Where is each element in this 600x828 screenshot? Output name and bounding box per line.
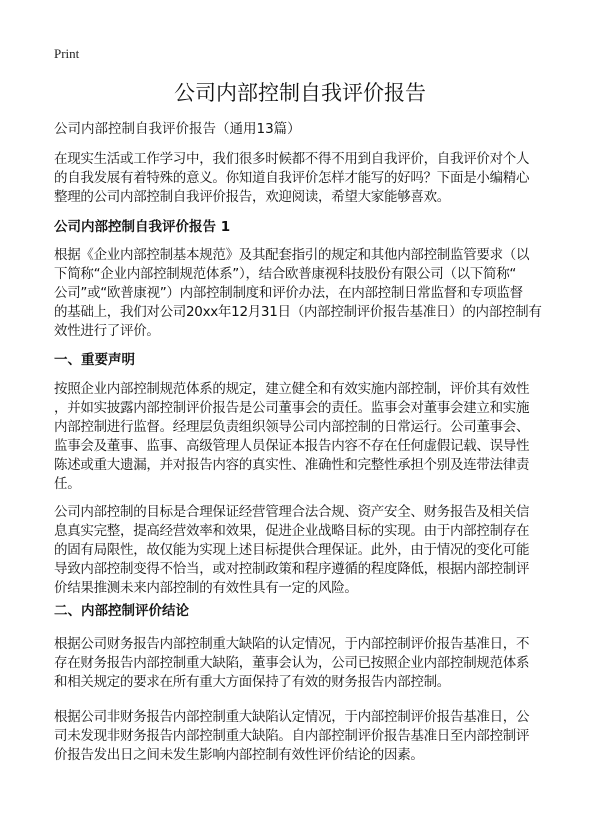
- text-line: 息真实完整，提高经营效率和效果，促进企业战略目标的实现。由于内部控制存在: [54, 523, 530, 539]
- page-title: 公司内部控制自我评价报告: [174, 81, 426, 105]
- heading-important-statement: 一、重要声明: [54, 352, 135, 368]
- text-line: 监事会及董事、监事、高级管理人员保证本报告内容不存在任何虚假记载、误导性: [54, 438, 530, 454]
- text-line: 整理的公司内部控制自我评价报告，欢迎阅读，希望大家能够喜欢。: [54, 189, 450, 205]
- text-line: 公司”或“欧普康视”）内部控制制度和评价办法，在内部控制日常监督和专项监督: [54, 285, 523, 301]
- text-line: 根据公司财务报告内部控制重大缺陷的认定情况，于内部控制评价报告基准日，不: [54, 636, 530, 652]
- text-line: 内部控制进行监督。经理层负责组织领导公司内部控制的日常运行。公司董事会、: [54, 419, 530, 435]
- text-line: 陈述或重大遗漏，并对报告内容的真实性、准确性和完整性承担个别及连带法律责: [54, 457, 530, 473]
- text-line: ，并如实披露内部控制评价报告是公司董事会的责任。监事会对董事会建立和实施: [54, 400, 530, 416]
- section-title: 公司内部控制自我评价报告 1: [54, 219, 231, 235]
- text-line: 和相关规定的要求在所有重大方面保持了有效的财务报告内部控制。: [54, 674, 450, 690]
- paragraph-5: [54, 708, 554, 765]
- print-label: Print: [54, 46, 80, 61]
- text-line: 任。: [54, 476, 81, 492]
- text-line: 公司内部控制的目标是合理保证经营管理合法合规、资产安全、财务报告及相关信: [54, 504, 530, 520]
- text-line: 司未发现非财务报告内部控制重大缺陷。自内部控制评价报告基准日至内部控制评: [54, 728, 530, 744]
- text-line: 的固有局限性，故仅能为实现上述目标提供合理保证。此外，由于情况的变化可能: [54, 542, 530, 558]
- intro-paragraph: [54, 150, 554, 207]
- text-line: 根据《企业内部控制基本规范》及其配套指引的规定和其他内部控制监管要求（以: [54, 247, 530, 263]
- text-line: 在现实生活或工作学习中，我们很多时候都不得不用到自我评价，自我评价对个人: [54, 151, 530, 167]
- text-line: 价结果推测未来内部控制的有效性具有一定的风险。: [54, 580, 358, 596]
- text-line: 的基础上，我们对公司20xx年12月31日（内部控制评价报告基准日）的内部控制有: [54, 304, 542, 320]
- text-line: 下简称“企业内部控制规范体系”），结合欧普康视科技股份有限公司（以下简称“: [54, 266, 517, 282]
- text-line: 存在财务报告内部控制重大缺陷，董事会认为，公司已按照企业内部控制规范体系: [54, 655, 530, 671]
- paragraph-2: [54, 380, 554, 494]
- paragraph-4: [54, 635, 554, 692]
- text-line: 效性进行了评价。: [54, 323, 160, 339]
- paragraph-3: [54, 503, 554, 598]
- text-line: 价报告发出日之间未发生影响内部控制有效性评价结论的因素。: [54, 747, 424, 763]
- text-line: 根据公司非财务报告内部控制重大缺陷认定情况，于内部控制评价报告基准日，公: [54, 709, 530, 725]
- text-line: 按照企业内部控制规范体系的规定，建立健全和有效实施内部控制，评价其有效性: [54, 381, 530, 397]
- text-line: 的自我发展有着特殊的意义。你知道自我评价怎样才能写的好吗？下面是小编精心: [54, 170, 530, 186]
- subtitle: 公司内部控制自我评价报告（通用13篇）: [54, 121, 301, 137]
- text-line: 导致内部控制变得不恰当，或对控制政策和程序遵循的程度降低，根据内部控制评: [54, 561, 530, 577]
- paragraph-1: [54, 246, 554, 341]
- heading-conclusion: 二、内部控制评价结论: [54, 603, 189, 619]
